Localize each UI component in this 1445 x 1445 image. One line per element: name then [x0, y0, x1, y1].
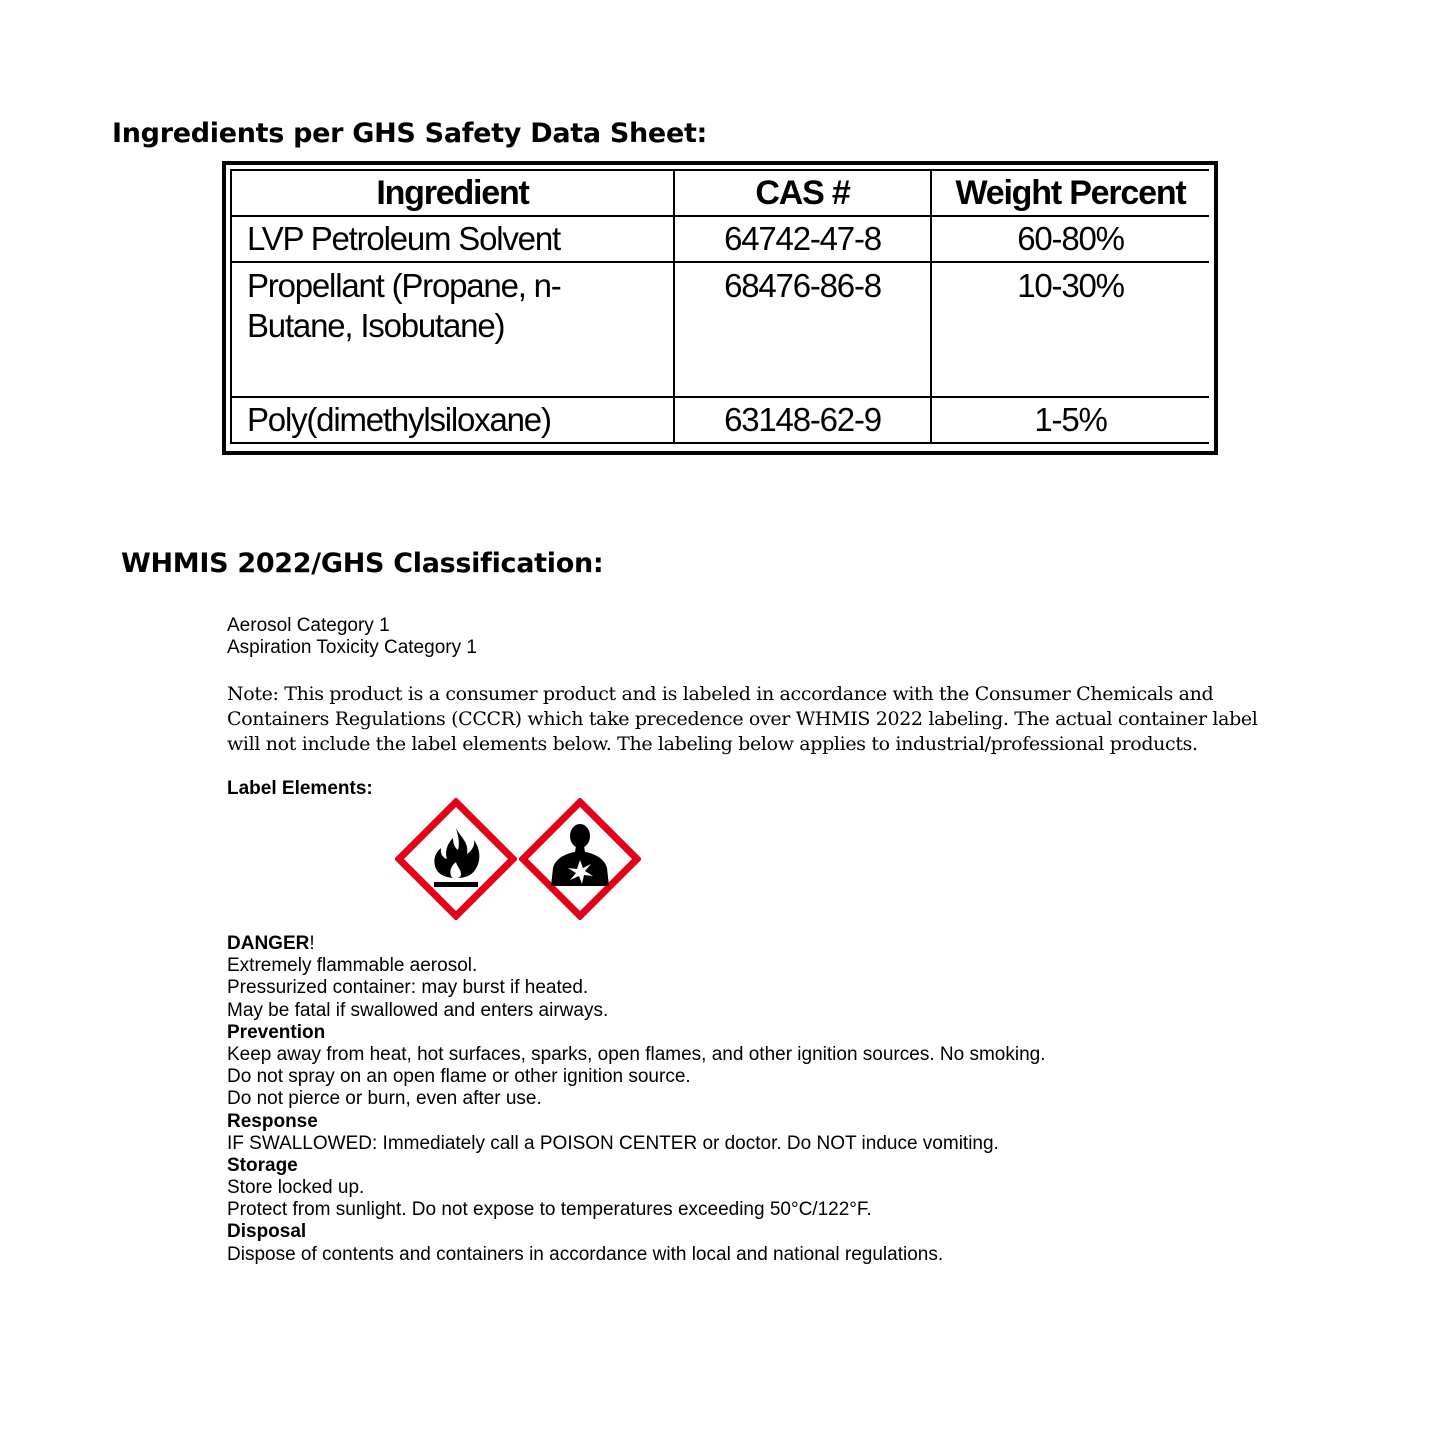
signal-word-line [227, 933, 1045, 955]
flame-pictogram-icon [395, 798, 517, 920]
storage-title: Storage [227, 1154, 298, 1176]
header-ingredient: Ingredient [231, 170, 674, 216]
hazard-statement: Pressurized container: may burst if heated. [227, 977, 589, 999]
note-line: Note: This product is a consumer product and is labeled in accordance with the Consumer Chemicals and [227, 683, 1214, 705]
ingredient-name: LVP Petroleum Solvent [231, 216, 674, 262]
hazard-statement: May be fatal if swallowed and enters airways. [227, 999, 609, 1021]
ingredients-table [230, 169, 1209, 444]
disposal-title: Disposal [227, 1221, 307, 1243]
classification-heading: WHMIS 2022/GHS Classification: [121, 548, 604, 579]
prevention-statement: Do not spray on an open flame or other ignition source. [227, 1066, 691, 1088]
prevention-statement: Keep away from heat, hot surfaces, sparks, open flames, and other ignition sources. No smoking. [227, 1043, 1046, 1065]
storage-statement: Store locked up. [227, 1177, 365, 1199]
classification-item: Aspiration Toxicity Category 1 [227, 637, 477, 659]
consumer-product-note [227, 682, 1258, 757]
classification-item: Aerosol Category 1 [227, 615, 390, 636]
table-row [231, 397, 1209, 443]
header-cas: CAS # [674, 170, 931, 216]
ingredient-name-line: Butane, Isobutane) [247, 307, 505, 344]
ingredient-cas: 63148-62-9 [674, 397, 931, 443]
ingredients-heading: Ingredients per GHS Safety Data Sheet: [112, 118, 708, 149]
storage-statement: Protect from sunlight. Do not expose to temperatures exceeding 50°C/122°F. [227, 1199, 872, 1221]
hazard-statement: Extremely flammable aerosol. [227, 955, 478, 977]
ingredient-weight: 60-80% [931, 216, 1209, 262]
note-line: Containers Regulations (CCCR) which take precedence over WHMIS 2022 labeling. The actual container label [227, 708, 1258, 730]
label-elements-title: Label Elements: [227, 778, 373, 799]
table-row [231, 262, 1209, 397]
health-hazard-pictogram-icon [519, 798, 641, 920]
ingredient-cas: 68476-86-8 [674, 262, 931, 397]
ingredient-weight: 1-5% [931, 397, 1209, 443]
ingredient-name-line: Propellant (Propane, n- [247, 267, 561, 304]
signal-suffix: ! [309, 933, 315, 954]
prevention-title: Prevention [227, 1021, 326, 1043]
ingredients-table-frame [222, 161, 1218, 455]
label-statements [227, 933, 1045, 1266]
ingredient-weight: 10-30% [931, 262, 1209, 397]
ingredient-cas: 64742-47-8 [674, 216, 931, 262]
table-header-row [231, 170, 1209, 216]
disposal-statement: Dispose of contents and containers in accordance with local and national regulations. [227, 1243, 944, 1265]
table-row [231, 216, 1209, 262]
response-statement: IF SWALLOWED: Immediately call a POISON CENTER or doctor. Do NOT induce vomiting. [227, 1132, 999, 1154]
note-line: will not include the label elements below. The labeling below applies to industrial/professional products. [227, 733, 1198, 755]
ingredient-name [231, 262, 674, 397]
classification-list [227, 615, 477, 659]
header-weight-percent: Weight Percent [931, 170, 1209, 216]
response-title: Response [227, 1110, 318, 1132]
ingredient-name: Poly(dimethylsiloxane) [231, 397, 674, 443]
signal-word: DANGER [227, 933, 310, 954]
prevention-statement: Do not pierce or burn, even after use. [227, 1088, 542, 1110]
